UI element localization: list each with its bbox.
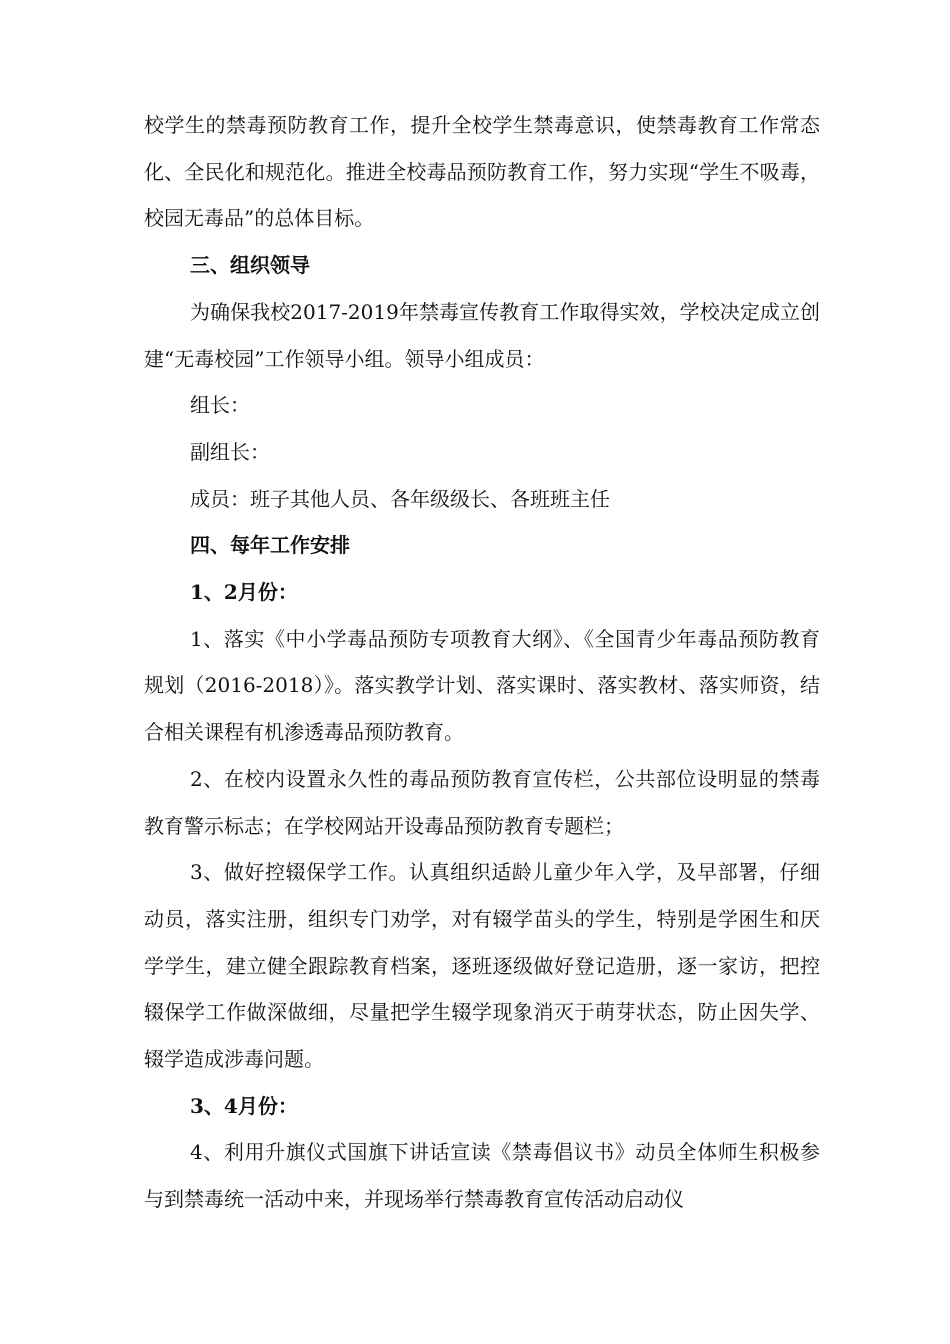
document-body: [144, 102, 820, 1223]
section-heading-organization: 三、组织领导: [190, 253, 310, 278]
paragraph-item-1: 1、落实《中小学毒品预防专项教育大纲》、《全国青少年毒品预防教育规划（2016-2018）》。落实教学计划、落实课时、落实教材、落实师资，结合相关课程有机渗透毒品预防教育。: [144, 626, 820, 745]
section-heading-annual-plan: 四、每年工作安排: [190, 533, 350, 558]
paragraph-item-4: 4、利用升旗仪式国旗下讲话宣读《禁毒倡议书》动员全体师生积极参与到禁毒统一活动中来，并现场举行禁毒教育宣传活动启动仪: [144, 1140, 820, 1212]
paragraph-members: 成员：班子其他人员、各年级级长、各班班主任: [190, 486, 610, 511]
subheading-jan-feb: 1、2月份：: [190, 580, 298, 605]
paragraph-group-leader: 组长：: [190, 393, 250, 418]
paragraph-intro-continued: 校学生的禁毒预防教育工作，提升全校学生禁毒意识，使禁毒教育工作常态化、全民化和规范化。推进全校毒品预防教育工作，努力实现“学生不吸毒，校园无毒品”的总体目标。: [144, 113, 820, 231]
paragraph-item-2: 2、在校内设置永久性的毒品预防教育宣传栏，公共部位设明显的禁毒教育警示标志；在学校网站开设毒品预防教育专题栏；: [144, 766, 820, 838]
paragraph-deputy-leader: 副组长：: [190, 439, 270, 464]
paragraph-item-3: 3、做好控辍保学工作。认真组织适龄儿童少年入学，及早部署，仔细动员，落实注册，组织专门劝学，对有辍学苗头的学生，特别是学困生和厌学学生，建立健全跟踪教育档案，逐班逐级做好登记造册，逐一家访，把控辍保学工作做深做细，尽量把学生辍学现象消灭于萌芽状态，防止因失学、辍学造成涉毒问题。: [144, 860, 820, 1072]
subheading-mar-apr: 3、4月份：: [190, 1093, 298, 1118]
paragraph-leadership-group: 为确保我校2017-2019年禁毒宣传教育工作取得实效，学校决定成立创建“无毒校园”工作领导小组。领导小组成员：: [144, 299, 820, 371]
